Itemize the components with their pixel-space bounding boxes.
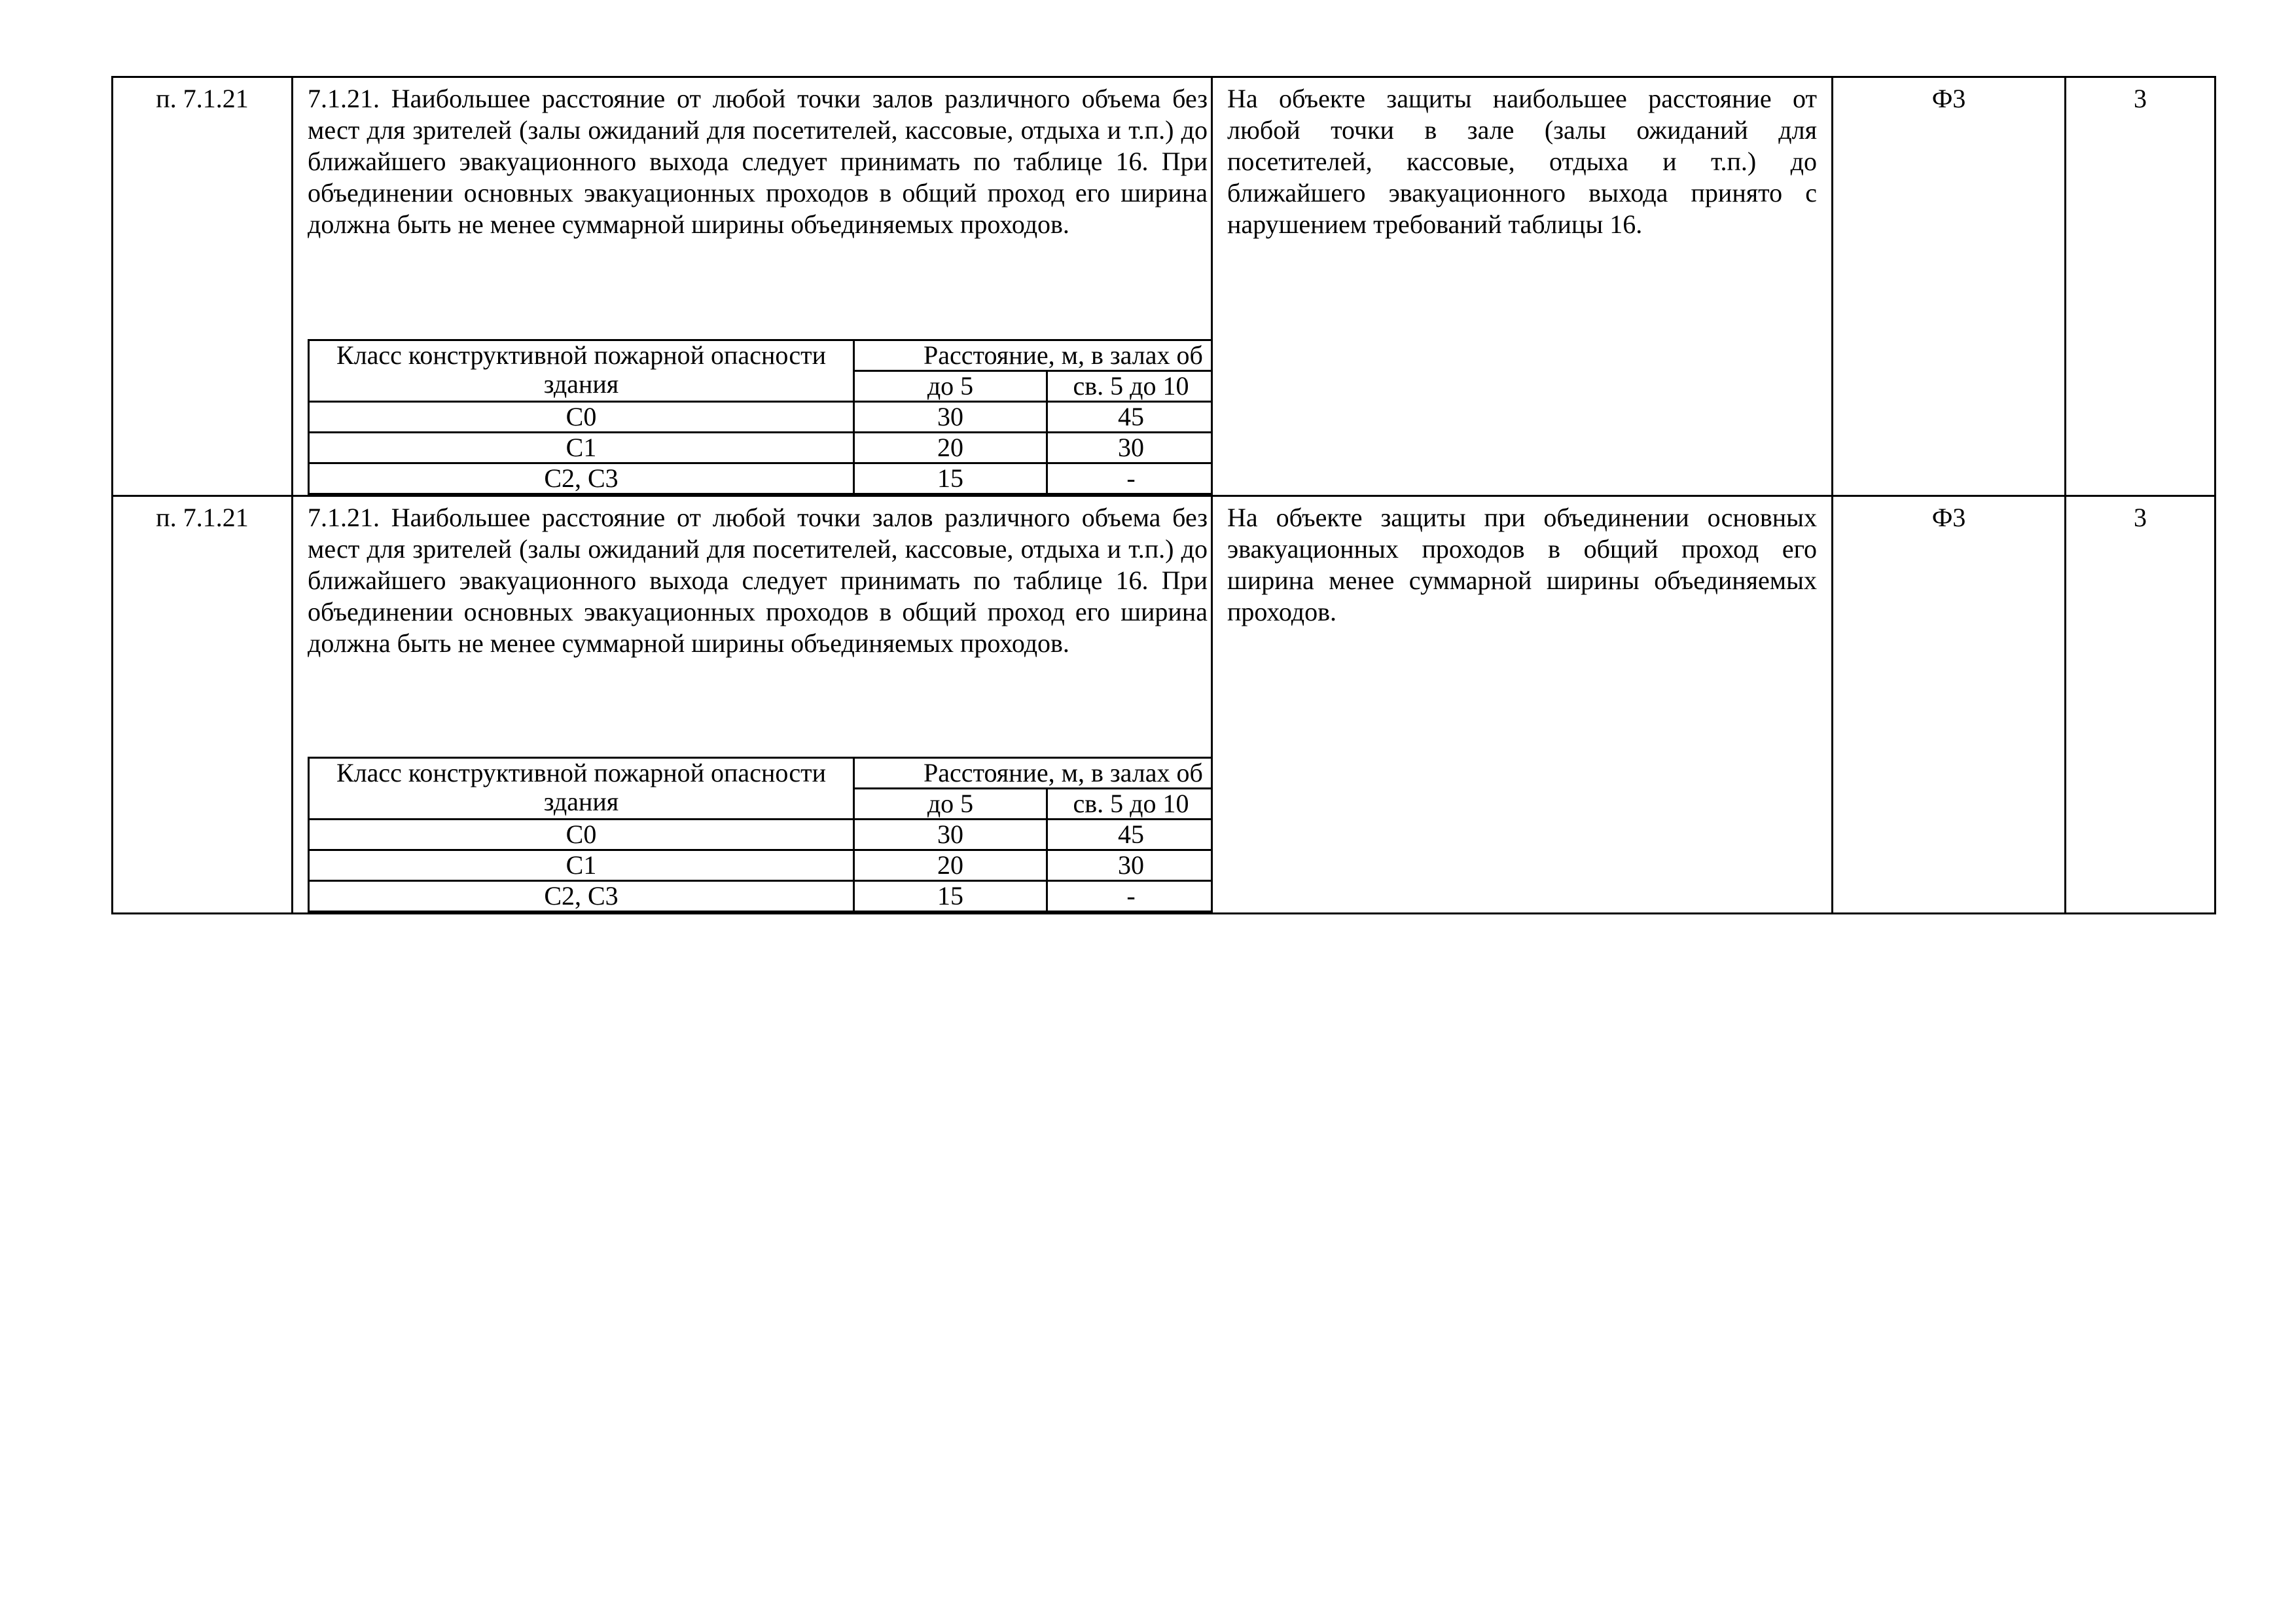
value-cell: 30 — [1047, 850, 1212, 881]
value-cell: 45 — [1047, 820, 1212, 850]
clause-reference: п. 7.1.21 — [113, 496, 293, 914]
category-value: 3 — [2066, 77, 2215, 496]
requirement-cell — [293, 77, 1212, 496]
value-cell: 20 — [854, 850, 1047, 881]
value-cell: - — [1047, 881, 1212, 912]
law-reference: Ф3 — [1833, 77, 2066, 496]
value-cell: 20 — [854, 433, 1047, 463]
col-header-up-to-5: до 5 — [854, 371, 1047, 402]
col-header-5-to-10: св. 5 до 10 — [1047, 789, 1212, 820]
inspection-table — [111, 76, 2216, 914]
value-cell: 30 — [1047, 433, 1212, 463]
class-cell: С0 — [309, 820, 854, 850]
class-cell: С2, С3 — [309, 881, 854, 912]
value-cell: 30 — [854, 402, 1047, 433]
class-cell: С1 — [309, 850, 854, 881]
requirement-cell — [293, 496, 1212, 914]
clause-reference: п. 7.1.21 — [113, 77, 293, 496]
table-row — [113, 496, 2215, 914]
value-cell: 30 — [854, 820, 1047, 850]
class-cell: С1 — [309, 433, 854, 463]
distance-header: Расстояние, м, в залах об — [854, 758, 1212, 789]
category-value: 3 — [2066, 496, 2215, 914]
col-header-up-to-5: до 5 — [854, 789, 1047, 820]
requirement-text: 7.1.21. Наибольшее расстояние от любой точки залов различного объема без мест для зрителей (залы ожиданий для посетителей, кассовые, отдыха и т.п.) до ближайшего эвакуационного выхода следует принимать по таблице 16. При объединении основных эвакуационных проходов в общий проход его ширина должна быть не менее суммарной ширины объединяемых проходов. — [308, 84, 1208, 239]
table-row — [309, 850, 1212, 881]
table-row — [309, 463, 1212, 494]
col-header-5-to-10: св. 5 до 10 — [1047, 371, 1212, 402]
table-row — [309, 433, 1212, 463]
table-row — [309, 820, 1212, 850]
table-row — [113, 77, 2215, 496]
table-row — [309, 402, 1212, 433]
class-header: Класс конструктивной пожарной опасности здания — [309, 758, 854, 820]
value-cell: - — [1047, 463, 1212, 494]
class-cell: С2, С3 — [309, 463, 854, 494]
law-reference: Ф3 — [1833, 496, 2066, 914]
value-cell: 15 — [854, 463, 1047, 494]
class-header: Класс конструктивной пожарной опасности здания — [309, 340, 854, 402]
requirement-text: 7.1.21. Наибольшее расстояние от любой точки залов различного объема без мест для зрителей (залы ожиданий для посетителей, кассовые, отдыха и т.п.) до ближайшего эвакуационного выхода следует принимать по таблице 16. При объединении основных эвакуационных проходов в общий проход его ширина должна быть не менее суммарной ширины объединяемых проходов. — [308, 503, 1208, 658]
value-cell: 45 — [1047, 402, 1212, 433]
violation-text: На объекте защиты при объединении основных эвакуационных проходов в общий проход его ширина менее суммарной ширины объединяемых проходов. — [1212, 496, 1833, 914]
distance-table — [308, 757, 1212, 912]
value-cell: 15 — [854, 881, 1047, 912]
violation-text: На объекте защиты наибольшее расстояние от любой точки в зале (залы ожиданий для посетителей, кассовые, отдыха и т.п.) до ближайшего эвакуационного выхода принято с нарушением требований таблицы 16. — [1212, 77, 1833, 496]
distance-table — [308, 339, 1212, 495]
class-cell: С0 — [309, 402, 854, 433]
table-row — [309, 881, 1212, 912]
distance-header: Расстояние, м, в залах об — [854, 340, 1212, 371]
